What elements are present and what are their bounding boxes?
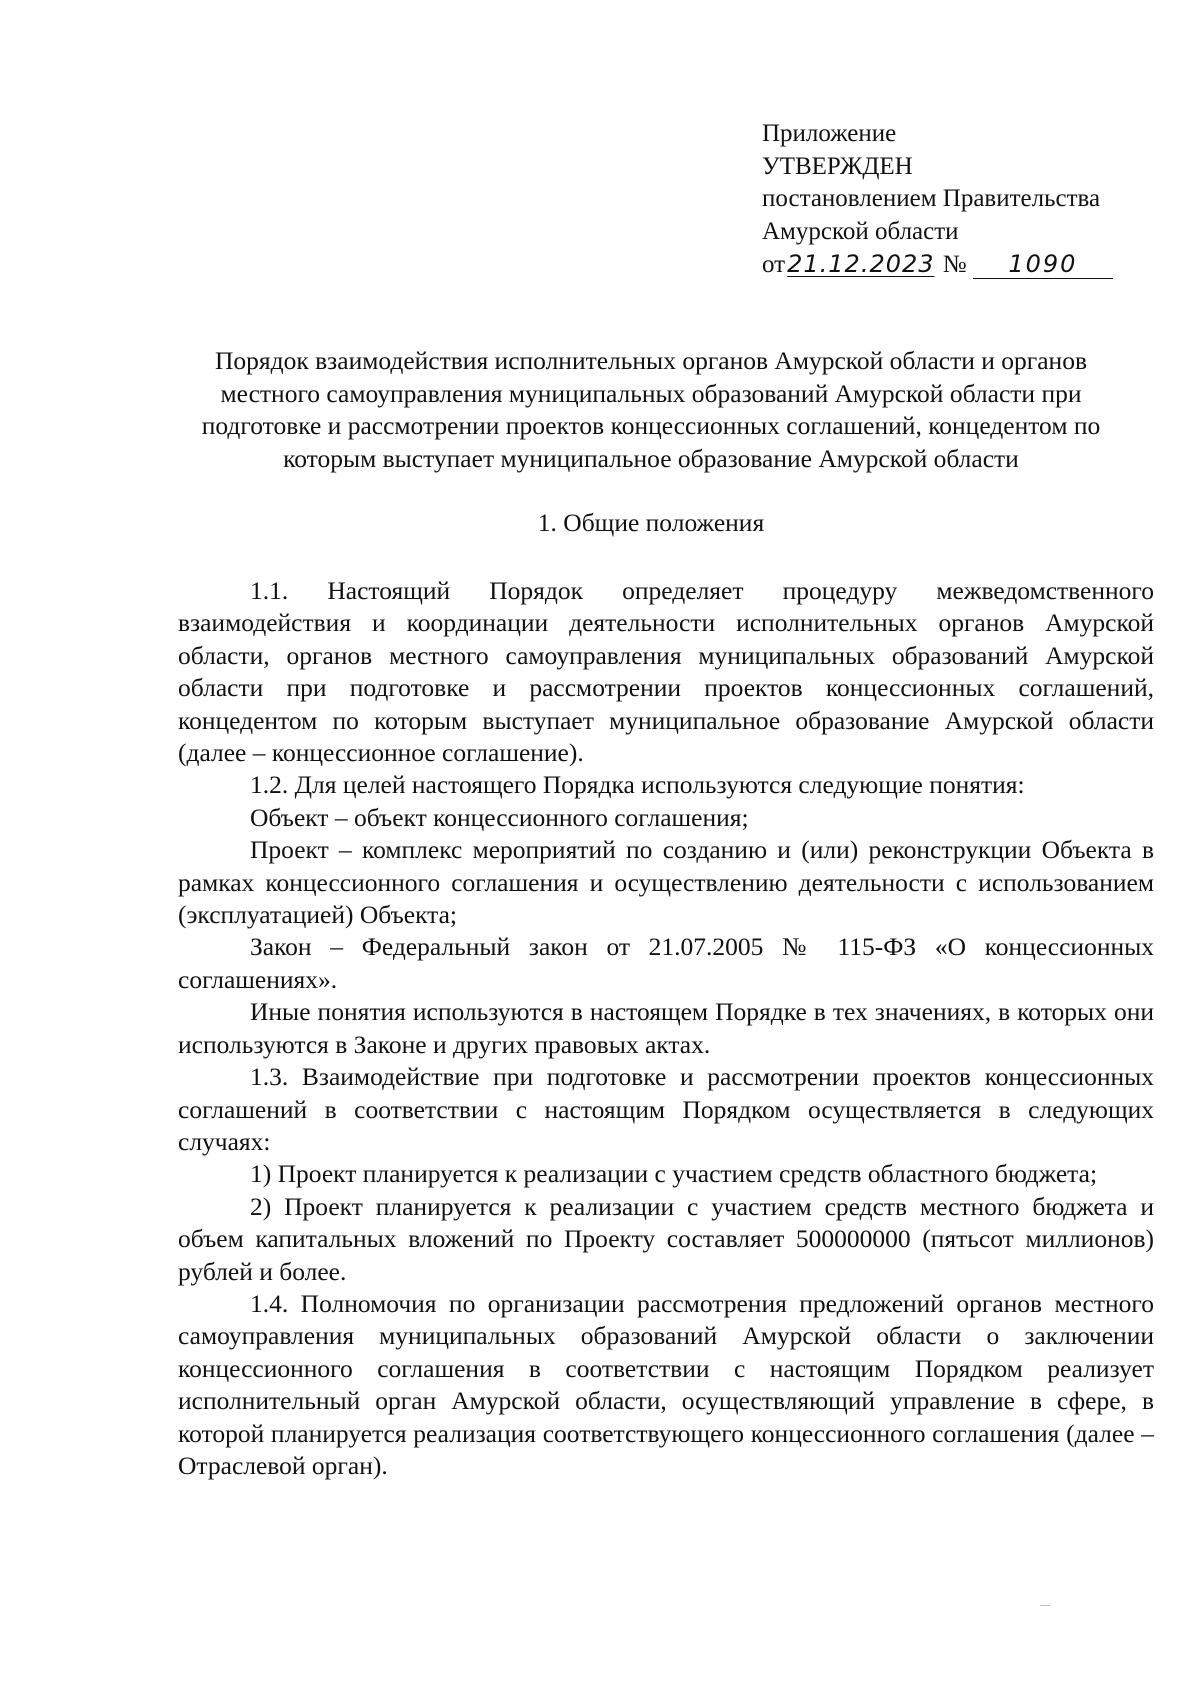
paragraph: 1) Проект планируется к реализации с участием средств областного бюджета; bbox=[250, 1159, 1098, 1189]
paragraph: Иные понятия используются в настоящем Порядке в тех значениях, в которых они используются в Законе и других правовых актах. bbox=[178, 997, 1154, 1059]
approval-block bbox=[762, 118, 1162, 282]
document-title: Порядок взаимодействия исполнительных органов Амурской области и органов местного самоуправления муниципальных образований Амурской области при подготовке и рассмотрении проектов концессионных соглашений, концедентом по которым выступает муниципальное образование Амурской области bbox=[201, 346, 1101, 473]
paragraph: 2) Проект планируется к реализации с участием средств местного бюджета и объем капитальных вложений по Проекту составляет 500000000 (пятьсот миллионов) рублей и более. bbox=[178, 1191, 1154, 1286]
paragraph: 1.3. Взаимодействие при подготовке и рассмотрении проектов концессионных соглашений в соответствии с настоящим Порядком осуществляется в следующих случаях: bbox=[178, 1062, 1154, 1156]
approval-handwritten-number: 1090 bbox=[973, 250, 1113, 279]
paragraph: 1.1. Настоящий Порядок определяет процедуру межведомственного взаимодействия и координации деятельности исполнительных органов Амурской области, органов местного самоуправления муниципальных образований Амурской области при подготовке и рассмотрении проектов концессионных соглашений, концедентом по которым выступает муниципальное образование Амурской области (далее – концессионное соглашение). bbox=[178, 576, 1154, 768]
approval-date-line bbox=[762, 248, 1162, 282]
approval-approved-label: УТВЕРЖДЕН bbox=[762, 152, 913, 180]
approval-handwritten-date: 21.12.2023 bbox=[787, 250, 935, 278]
approval-date-prefix: от bbox=[762, 251, 786, 278]
approval-decree-label: постановлением Правительства bbox=[762, 185, 1101, 212]
paragraph: 1.4. Полномочия по организации рассмотрения предложений органов местного самоуправления муниципальных образований Амурской области о заключении концессионного соглашения в соответствии с настоящим Порядком реализует исполнительный орган Амурской области, осуществляющий управление в сфере, в которой планируется реализация соответствующего концессионного соглашения (далее – Отраслевой орган). bbox=[178, 1288, 1154, 1480]
approval-region-label: Амурской области bbox=[762, 217, 959, 245]
paragraph: Закон – Федеральный закон от 21.07.2005 № 115-ФЗ «О концессионных соглашениях». bbox=[178, 932, 1154, 994]
paragraph: Проект – комплекс мероприятий по созданию и (или) реконструкции Объекта в рамках концессионного соглашения и осуществлению деятельности с использованием (эксплуатацией) Объекта; bbox=[178, 835, 1154, 930]
scan-mark bbox=[1040, 1605, 1050, 1606]
document-body bbox=[178, 575, 1154, 1482]
approval-number-sign: № bbox=[942, 251, 967, 278]
approval-appendix-label: Приложение bbox=[762, 120, 897, 147]
section-heading: 1. Общие положения bbox=[537, 508, 765, 537]
paragraph: Объект – объект концессионного соглашения; bbox=[250, 802, 749, 832]
paragraph: 1.2. Для целей настоящего Порядка используются следующие понятия: bbox=[250, 770, 1025, 800]
